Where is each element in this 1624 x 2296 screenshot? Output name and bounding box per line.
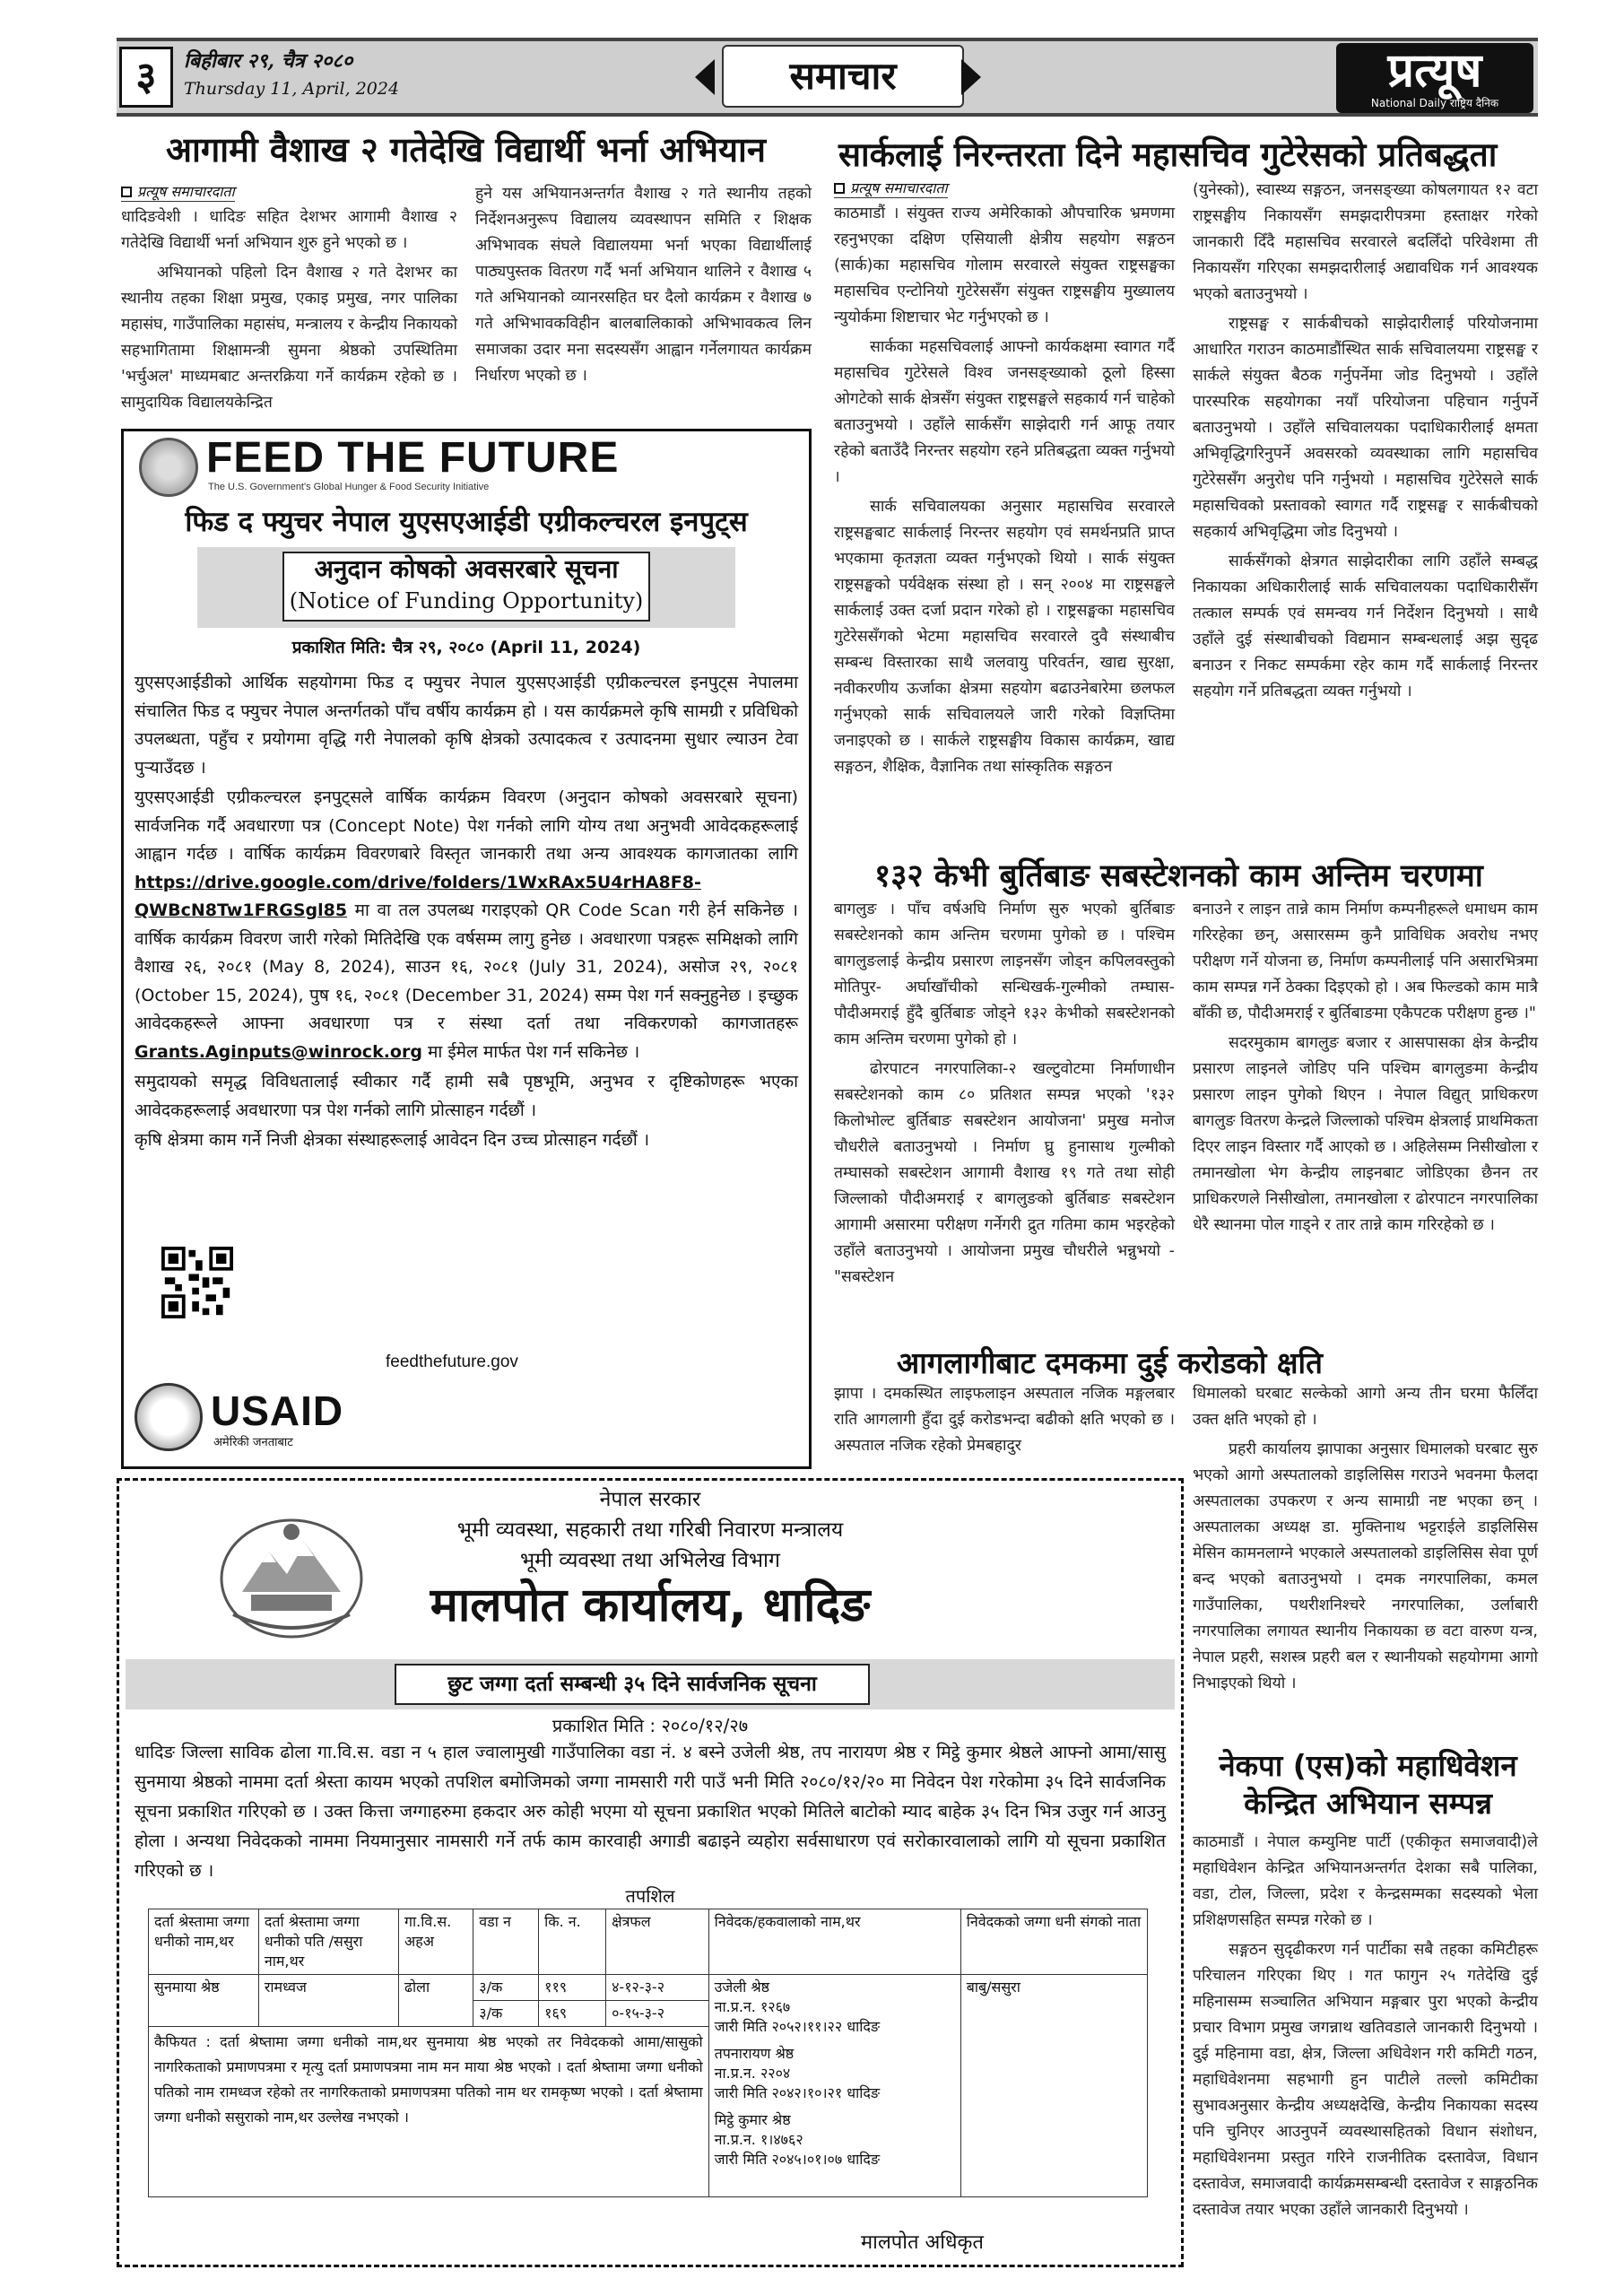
relation-cell: बाबु/ससुरा bbox=[960, 1975, 1147, 2197]
article2-byline-text: प्रत्यूष समाचारदाता bbox=[850, 179, 948, 196]
article1-para: धादिङवेशी । धादिङ सहित देशभर आगामी वैशाख २ गतेदेखि विद्यार्थी भर्ना अभियान शुरु हुने भएको छ । bbox=[121, 208, 457, 252]
square-icon bbox=[121, 187, 132, 197]
article2-para: राष्ट्रसङ्घ र सार्कबीचको साझेदारीलाई परियोजनामा आधारित गराउन काठमाडौंस्थित सार्क सचिवालयमा राष्ट्रसङ्घ र सार्कले संयुक्त बैठक गर्नुपर्नेमा जोड दिनुभयो । उहाँले पारस्परिक सहयोगका नयाँ परियोजना पहिचान गर्नुपर्ने बताउनुभयो । उहाँले सचिवालयका पदाधिकारीलाई क्षमता अभिवृद्धिगरिनुपर्ने अवसरको व्यवस्थाका लागि महासचिव गुटेरेससँग अनुरोध पनि गर्नुभयो । महासचिव गुटेरेसले सार्क महासचिवको प्रस्तावको स्वागत गर्दै राष्ट्रसङ्घ र सार्कबीचको सहकार्य अभिवृद्धिमा जोड दिनुभयो । bbox=[1193, 315, 1538, 541]
land-table bbox=[148, 1909, 1148, 2197]
kitta-cell: ११९ bbox=[539, 1975, 606, 2001]
schedule-label: तपशिल bbox=[625, 1885, 675, 1907]
ftf-body bbox=[135, 669, 798, 1157]
ftf-para bbox=[135, 784, 798, 1066]
ftf-title: फिड द फ्युचर नेपाल युएसएआईडी एग्रीकल्चरल इनपुट्स bbox=[185, 506, 748, 538]
applicant-date: जारी मिति २०४२।१०।२१ धादिङ bbox=[714, 2084, 881, 2101]
drive-link[interactable]: https://drive.google.com/drive/folders/1WxRAx5U4rHA8F8-QWBcN8Tw1FRGSgl85 bbox=[135, 872, 701, 920]
email-link[interactable]: Grants.Aginputs@winrock.org bbox=[135, 1041, 422, 1062]
ftf-logo-tagline: The U.S. Government's Global Hunger & Food Security Initiative bbox=[208, 482, 490, 492]
area-cell: ०-१५-३-२ bbox=[606, 2001, 709, 2027]
newspaper-logo-sub: National Daily राष्ट्रिय दैनिक bbox=[1370, 97, 1499, 109]
ftf-para-text: मा वा तल उपलब्ध गराइएको QR Code Scan गरी हेर्न सकिनेछ । वार्षिक कार्यक्रम विवरण जारी गरेको मितिदेखि एक वर्षसम्म लागु हुनेछ । अवधारणा पत्रहरू समिक्षको लागि वैशाख २६, २०८१ (May 8, 2024), साउन १६, २०८१ (July 31, 2024), असोज २९, २०८१ (October 15, 2024), पुष १६, २०८१ (December 31, 2024) सम्म पेश गर्न सक्नुहुनेछ । इच्छुक आवेदकहरूले आफ्ना अवधारणा पत्र र संस्था दर्ता तथा नविकरणको कागजातहरू bbox=[135, 900, 798, 1033]
signer: मालपोत अधिकृत bbox=[861, 2231, 984, 2254]
applicant-name: उजेली श्रेष्ठ bbox=[714, 1979, 770, 1996]
article2-para: (युनेस्को), स्वास्थ्य सङ्गठन, जनसङ्ख्या कोषलगायत १२ वटा राष्ट्रसङ्घीय निकायसँग समझदारीपत्रमा हस्ताक्षर गरेको जानकारी दिँदै महासचिव सरवारले बदलिँदो परिवेशमा ती निकायसँग गरिएका समझदारीलाई अद्यावधिक गर्न आवश्यक भएको बताउनुभयो । bbox=[1193, 181, 1538, 303]
article4-para: झापा । दमकस्थित लाइफलाइन अस्पताल नजिक मङ्गलबार राति आगलागी हुँदा दुई करोडभन्दा बढीको क्षति भएको छ । अस्पताल नजिक रहेको प्रेमबहादुर bbox=[834, 1385, 1175, 1455]
right-triangle-icon bbox=[961, 59, 981, 95]
article3-col2 bbox=[1193, 897, 1538, 1242]
article1-byline-text: प्रत्यूष समाचारदाता bbox=[137, 183, 235, 200]
govt-name: नेपाल सरकार bbox=[599, 1488, 701, 1511]
article4-para: प्रहरी कार्यालय झापाका अनुसार धिमालको घरबाट सुरु भएको आगो अस्पतालको डाइलिसिस गराउने भवनमा फैलदा अस्पतालका उपकरण र अन्य सामाग्री नष्ट भएका छन् । अस्पतालका अध्यक्ष डा. मुक्तिनाथ भट्टराईले डाइलिसिस मेसिन कामनलाग्ने भएकाले अस्पतालको डाइलिसिस सेवा पूर्ण बन्द भएको बताउनुभयो । दमक नगरपालिका, कमल गाउँपालिका, पथरीशनिश्चरे नगरपालिका, उर्लाबारी नगरपालिका लगायत स्थानीय निकायका छ वटा वारुण यन्त्र, नेपाल प्रहरी, सशस्त्र प्रहरी बल र स्थानीयको सहयोगमा आगो निभाइएको थियो । bbox=[1193, 1440, 1538, 1692]
date-nepali: बिहीबार २९, चैत्र २०८० bbox=[184, 49, 353, 73]
newspaper-logo: प्रत्यूष bbox=[1336, 43, 1533, 113]
ftf-para: कृषि क्षेत्रमा काम गर्ने निजी क्षेत्रका संस्थाहरूलाई आवेदन दिन उच्च प्रोत्साहन गर्दछौं । bbox=[135, 1130, 650, 1150]
article5-para: काठमाडौं । नेपाल कम्युनिष्ट पार्टी (एकीकृत समाजवादी)ले महाधिवेशन केन्द्रित अभियानअन्तर्गत देशका सबै पालिका, वडा, टोल, जिल्ला, प्रदेश र केन्द्रसम्मका सदस्यको भेला प्रशिक्षणसहित सम्पन्न गरेको छ । bbox=[1193, 1833, 1538, 1929]
usaid-tagline: अमेरिकी जनताबाट bbox=[213, 1436, 293, 1449]
table-header: निवेदकको जग्गा धनी संगको नाता bbox=[960, 1909, 1147, 1975]
article3-para: बनाउने र लाइन तान्ने काम निर्माण कम्पनीहरूले धमाधम काम गरिरहेका छन्, असारसम्म कुनै प्राविधिक अवरोध नभए परीक्षण गर्ने योजना छ, निर्माण कम्पनीलाई पनि असारभित्रमा काम सम्पन्न गर्ने ठेक्का दिइएको हो । अब फिल्डको काम मात्रै बाँकी छ, पौदीअमराई र बुर्तिबाङमा एकैपटक परीक्षण हुन्छ ।" bbox=[1193, 900, 1538, 1022]
table-header: क्षेत्रफल bbox=[606, 1909, 709, 1975]
article2-byline bbox=[834, 178, 948, 198]
article5-col bbox=[1193, 1830, 1538, 2227]
article1-col2 bbox=[475, 181, 812, 393]
ftf-para-text: युएसएआईडी एग्रीकल्चरल इनपुट्सले वार्षिक कार्यक्रम विवरण (अनुदान कोषको अवसरबारे सूचना) सार्वजनिक गर्दै अवधारणा पत्र (Concept Note) पेश गर्नको लागि योग्य तथा अनुभवी आवेदकहरूलाई आह्वान गर्दछ । वार्षिक कार्यक्रम विवरणबारे विस्तृत जानकारी तथा अन्य आवश्यक कागजातका लागि bbox=[135, 787, 798, 864]
us-seal-icon bbox=[139, 438, 198, 497]
article1-byline bbox=[121, 181, 235, 202]
ministry-name: भूमी व्यवस्था, सहकारी तथा गरिबी निवारण मन्त्रालय bbox=[456, 1518, 844, 1542]
vdc-cell: ढोला bbox=[399, 1975, 473, 2027]
article3-para: सदरमुकाम बागलुङ बजार र आसपासका क्षेत्र केन्द्रीय प्रसारण लाइनले जोडिए पनि पश्चिम बागलुङमा केन्द्रीय प्रसारण लाइन पुगेको थिएन । नेपाल विद्युत् प्राधिकरण बागलुङ वितरण केन्द्रले जिल्लाको पश्चिम क्षेत्रलाई प्राथमिकता दिएर लाइन विस्तार गर्दै आएको छ । अहिलेसम्म निसीखोला र तमानखोला भेग केन्द्रीय लाइनबाट जोडिएका छैनन तर प्राधिकरणले निसीखोला, तमानखोला र ढोरपाटन नगरपालिका धेरै स्थानमा पोल गाड्ने र तार तान्ने काम गरिरहेको छ । bbox=[1193, 1034, 1538, 1234]
page-number: ३ bbox=[119, 47, 173, 108]
ftf-notice-box bbox=[282, 552, 650, 622]
article4-col2 bbox=[1193, 1381, 1538, 1700]
table-header-row bbox=[149, 1909, 1148, 1975]
notice-body: धादिङ जिल्ला साविक ढोला गा.वि.स. वडा न ५ हाल ज्वालामुखी गाउँपालिका वडा नं. ४ बस्ने उजेली श्रेष्ठ, तप नारायण श्रेष्ठ र मिट्ठे कुमार श्रेष्ठले आफ्नो आमा/सासु सुनमाया श्रेष्ठको नाममा दर्ता श्रेस्ता कायम भएको तपशिल बमोजिमको जग्गा नामसारी गरी पाउँ भनी मिति २०८०/१२/२० मा निवेदन पेश गरेकोमा ३५ दिने सार्वजनिक सूचना प्रकाशित गरिएको छ । उक्त कित्ता जग्गाहरुमा हकदार अरु कोही भएमा यो सूचना प्रकाशित भएको मितिले बाटोको म्याद बाहेक ३५ दिन भित्र उजुर गर्न आउनु होला । अन्यथा निवेदकको नाममा नियमानुसार नामसारी गर्ने तर्फ काम कारवाही अगाडी बढाइने व्यहोरा सर्वसाधारण एवं सरोकारवालाको लागि यो सूचना प्रकाशित गरिएको छ । bbox=[135, 1742, 1166, 1881]
article2-para: सार्कसँगको क्षेत्रगत साझेदारीका लागि उहाँले सम्बद्ध निकायका अधिकारीलाई सार्क सचिवालयका पदाधिकारीसँग तत्काल सम्पर्क एवं समन्वय गर्न निर्देशन दिनुभयो । साथै उहाँले दुई संस्थाबीचको विद्यमान सम्बन्धलाई अझ सुदृढ बनाउन र निकट सम्पर्कमा रहेर काम गर्दै सार्कलाई निरन्तर सहयोग गर्ने प्रतिबद्धता व्यक्त गर्नुभयो । bbox=[1193, 552, 1538, 700]
applicant-date: जारी मिति २०४५।०१।०७ धादिङ bbox=[714, 2151, 881, 2168]
article1-para: अभियानको पहिलो दिन वैशाख २ गते देशभर का स्थानीय तहका शिक्षा प्रमुख, एकाइ प्रमुख, नगर पालिका महासंघ, गाउँपालिका महासंघ, मन्त्रालय र केन्द्रीय निकायको सहभागितामा शिक्षामन्त्री सुमना श्रेष्ठको उपस्थितिमा 'भर्चुअल' माध्यमबाट अन्तरक्रिया गर्ने कार्यक्रम रहेको छ । सामुदायिक विद्यालयकेन्द्रित bbox=[121, 264, 457, 412]
remarks-cell: कैफियत : दर्ता श्रेष्तामा जग्गा धनीको नाम,थर सुनमाया श्रेष्ठ भएको तर निवेदकको आमा/सासुको नागरिकताको प्रमाणपत्रमा र मृत्यु दर्ता प्रमाणपत्रमा नाम मन माया श्रेष्ठ भएको । दर्ता श्रेष्तामा जग्गा धनीको पतिको नाम रामध्वज रहेको तर नागरिकताको प्रमाणपत्रमा पतिको नाम थर रामकृष्ण भएको । दर्ता श्रेष्तामा जग्गा धनीको ससुराको नाम,थर उल्लेख नभएको । bbox=[149, 2027, 709, 2197]
ftf-para-text: मा ईमेल मार्फत पेश गर्न सकिनेछ । bbox=[421, 1041, 640, 1062]
article5-headline: नेकपा (एस)को महाधिवेशन केन्द्रित अभियान सम्पन्न bbox=[1219, 1748, 1517, 1821]
article1-col1 bbox=[121, 204, 457, 420]
article3-para: बागलुङ । पाँच वर्षअघि निर्माण सुरु भएको बुर्तिबाङ सबस्टेशनको काम अन्तिम चरणमा पुगेको छ । पश्चिम बागलुङलाई केन्द्रीय प्रसारण लाइनसँग जोड्न कपिलवस्तुको मोतिपुर- अर्घाखाँचीको सन्धिखर्क-गुल्मीको तम्घास-पौदीअमराई हुँदै बुर्तिबाङ जोड्ने १३२ केभीको सबस्टेशनको काम अन्तिम चरणमा पुगेको हो । bbox=[834, 900, 1175, 1048]
date-english: Thursday 11, April, 2024 bbox=[184, 79, 400, 99]
table-header: कि. न. bbox=[539, 1909, 606, 1975]
department-name: भूमी व्यवस्था तथा अभिलेख विभाग bbox=[520, 1549, 780, 1572]
article2-para: सार्क सचिवालयका अनुसार महासचिव सरवारले राष्ट्रसङ्घबाट सार्कलाई निरन्तर सहयोग एवं समर्थनप्रति प्राप्त भएकामा कृतज्ञता व्यक्त गर्नुभएको थियो । सार्क संयुक्त राष्ट्रसङ्घको पर्यवेक्षक संस्था हो । सन् २००४ मा राष्ट्रसङ्घले सार्कलाई उक्त दर्जा प्रदान गरेको हो । राष्ट्रसङ्घका महासचिव गुटेरेससँगको भेटमा महासचिव सरवारले दुवै संस्थाबीच सम्बन्ध विस्तारका साथै जलवायु परिवर्तन, खाद्य सुरक्षा, नवीकरणीय ऊर्जाका क्षेत्रमा सहयोग बढाउनेबारेमा छलफल गर्नुभएको सार्क सचिवालयले जारी गरेको विज्ञप्तिमा जनाइएको छ । सार्कले राष्ट्रसङ्घीय विकास कार्यक्रम, खाद्य सङ्गठन, शैक्षिक, वैज्ञानिक तथा सांस्कृतिक सङ्गठन bbox=[834, 498, 1175, 776]
notice-date: प्रकाशित मिति : २०८०/१२/२७ bbox=[551, 1715, 749, 1736]
table-header: निवेदक/हकवालाको नाम,थर bbox=[708, 1909, 960, 1975]
ftf-notice-english: (Notice of Funding Opportunity) bbox=[289, 588, 644, 613]
article1-para: हुने यस अभियानअन्तर्गत वैशाख २ गते स्थानीय तहको निर्देशनअनुरूप विद्यालय व्यवस्थापन समिति र शिक्षक अभिभावक संघले विद्यालयमा भर्ना भएका विद्यार्थीलाई पाठ्यपुस्तक वितरण गर्दै भर्ना अभियान थालिने र वैशाख ५ गते अभियानको व्यानरसहित घर दैलो कार्यक्रम र वैशाख ७ गते अभिभावकविहीन बालबालिकाको अभिभावकत्व लिन समाजका उदार मना सदस्यसँग आह्वान गर्नेलगायत कार्यक्रम निर्धारण भएको छ । bbox=[475, 185, 812, 385]
left-triangle-icon bbox=[695, 59, 715, 95]
article3-col1 bbox=[834, 897, 1175, 1294]
article1-headline: आगामी वैशाख २ गतेदेखि विद्यार्थी भर्ना अभियान bbox=[166, 130, 766, 170]
article2-col1 bbox=[834, 201, 1175, 784]
ftf-notice-nepali: अनुदान कोषको अवसरबारे सूचना bbox=[314, 554, 619, 584]
office-name: मालपोत कार्यालय, धादिङ bbox=[430, 1578, 871, 1632]
owner-cell: सुनमाया श्रेष्ठ bbox=[149, 1975, 259, 2027]
usaid-seal-icon bbox=[135, 1383, 203, 1451]
article4-col1 bbox=[834, 1381, 1175, 1463]
table-header: वडा न bbox=[473, 1909, 539, 1975]
square-icon bbox=[834, 183, 845, 194]
ward-cell: ३/क bbox=[473, 1975, 539, 2001]
article2-headline: सार्कलाई निरन्तरता दिने महासचिव गुटेरेसको प्रतिबद्धता bbox=[838, 135, 1498, 174]
spouse-cell: रामध्वज bbox=[258, 1975, 398, 2027]
table-row bbox=[149, 1975, 1148, 2001]
article4-para: धिमालको घरबाट सल्केको आगो अन्य तीन घरमा फैलिँदा उक्त क्षति भएको हो । bbox=[1193, 1385, 1538, 1429]
article2-para: काठमाडौं । संयुक्त राज्य अमेरिकाको औपचारिक भ्रमणमा रहनुभएका दक्षिण एसियाली क्षेत्रीय सहयोग सङ्गठन (सार्क)का महासचिव गोलाम सरवारले संयुक्त राष्ट्रसङ्घका महासचिव एन्टोनियो गुटेरेससँग संयुक्त राष्ट्रसङ्घीय मुख्यालय न्युयोर्कमा शिष्टाचार भेट गर्नुभएको छ । bbox=[834, 204, 1175, 326]
section-title: समाचार bbox=[722, 45, 964, 108]
article3-para: ढोरपाटन नगरपालिका-२ खल्टुवोटमा निर्माणाधीन सबस्टेशनको काम ८० प्रतिशत सम्पन्न भएको '१३२ किलोभोल्ट बुर्तिबाङ सबस्टेशन आयोजना' प्रमुख मनोज चौधरीले बताउनुभयो । निर्माण घ्रु हुनासाथ गुल्मीको तम्घासको सबस्टेशन आगामी वैशाख १९ गते तथा सोही जिल्लाको पौदीअमराई र बागलुङको बुर्तिबाङ सबस्टेशन आगामी असारमा परीक्षण गर्नेगरी द्रुत गतिमा काम भइरहेको उहाँले बताउनुभयो । आयोजना प्रमुख चौधरीले भन्नुभयो - "सबस्टेशन bbox=[834, 1060, 1175, 1286]
ftf-website: feedthefuture.gov bbox=[386, 1352, 518, 1371]
applicants-cell bbox=[708, 1975, 960, 2197]
article5-para: सङ्गठन सुदृढीकरण गर्न पार्टीका सबै तहका कमिटीहरू परिचालन गरिएका थिए । गत फागुन २५ गतेदेखि दुई महिनासम्म सञ्चालित अभियान मङ्गबार पुरा भएको केन्द्रीय प्रचार विभाग प्रमुख जगन्नाथ खतिवडाले जानकारी दिनुभयो । दुई महिनामा वडा, क्षेत्र, जिल्ला अधिवेशन गरी कमिटी गठन, महाधिवेशनमा सहभागी हुन पाटीले तल्लो कमिटीका सुभावअनुसार केन्द्रीय अध्यक्षदेखि, केन्द्रीय निकायका सदस्य पनि चुनिएर आउनुपर्ने व्यवस्थासहितको विधान संशोधन, महाधिवेशनमा प्रस्तुत गरिने राजनीतिक दस्तावेज, विधान दस्तावेज, समाजवादी कार्यक्रमसम्बन्धी दस्तावेज र साङ्गठनिक दस्तावेज तयार भएका उहाँले जानकारी दिनुभयो । bbox=[1193, 1941, 1538, 2219]
article4-headline: आगलागीबाट दमकमा दुई करोडको क्षति bbox=[897, 1345, 1323, 1380]
article3-headline: १३२ केभी बुर्तिबाङ सबस्टेशनको काम अन्तिम चरणमा bbox=[874, 858, 1483, 894]
applicant-name: तपनारायण श्रेष्ठ bbox=[714, 2045, 795, 2062]
ftf-logo: FEED THE FUTURE bbox=[206, 434, 620, 482]
qr-code-icon[interactable] bbox=[161, 1247, 233, 1318]
ftf-para: समुदायको समृद्ध विविधतालाई स्वीकार गर्दै हामी सबै पृष्ठभूमि, अनुभव र दृष्टिकोणहरू भएका आवेदकहरूलाई अवधारणा पत्र पेश गर्नको लागि प्रोत्साहन गर्दछौं । bbox=[135, 1072, 798, 1120]
applicant-name: मिट्ठे कुमार श्रेष्ठ bbox=[714, 2111, 791, 2128]
applicant-id: ना.प्र.न. १।४७६२ bbox=[714, 2131, 803, 2148]
area-cell: ४-१२-३-२ bbox=[606, 1975, 709, 2001]
ftf-para: युएसएआईडीको आर्थिक सहयोगमा फिड द फ्युचर नेपाल युएसएआईडी एग्रीकल्चरल इनपुट्स नेपालमा संचालित फिड द फ्युचर नेपाल अन्तर्गतको पाँच वर्षीय कार्यक्रम हो । यस कार्यक्रमले कृषि सामग्री र प्रविधिको उपलब्धता, पहुँच र प्रयोगमा वृद्धि गरी नेपालको कृषि क्षेत्रको उत्पादकत्व र उत्पादनमा सुधार ल्याउन टेवा पुऱ्याउँदछ । bbox=[135, 673, 798, 778]
table-header: दर्ता श्रेस्तामा जग्गा धनीको नाम,थर bbox=[149, 1909, 259, 1975]
applicant-id: ना.प्र.न. १२६७ bbox=[714, 1998, 791, 2015]
usaid-logo: USAID bbox=[211, 1387, 344, 1434]
article2-para: सार्कका महसचिवलाई आफ्नो कार्यकक्षमा स्वागत गर्दै महासचिव गुटेरेसले विश्व जनसङ्ख्याको ठूलो हिस्सा ओगटेको सार्क क्षेत्रसँग संयुक्त राष्ट्रसङ्घले सहकार्य गर्न चाहेको बताउनुभयो । उहाँले सार्कसँग साझेदारी गर्न आफू तयार रहेको बताउँदै निरन्तर सहयोग रहने प्रतिबद्धता व्यक्त गर्नुभयो । bbox=[834, 338, 1175, 486]
table-header: दर्ता श्रेस्तामा जग्गा धनीको पति /ससुरा नाम,थर bbox=[258, 1909, 398, 1975]
ftf-published-date: प्रकाशित मिति: चैत्र २९, २०८० (April 11, 2024) bbox=[291, 638, 641, 657]
kitta-cell: १६९ bbox=[539, 2001, 606, 2027]
applicant-id: ना.प्र.न. २२०४ bbox=[714, 2065, 791, 2082]
article2-col2 bbox=[1193, 178, 1538, 709]
notice-title: छुट जग्गा दर्ता सम्बन्धी ३५ दिने सार्वजनिक सूचना bbox=[395, 1664, 870, 1705]
applicant-date: जारी मिति २०५२।११।२२ धादिङ bbox=[714, 2018, 881, 2035]
ward-cell: ३/क bbox=[473, 2001, 539, 2027]
table-header: गा.वि.स. अहअ bbox=[399, 1909, 473, 1975]
